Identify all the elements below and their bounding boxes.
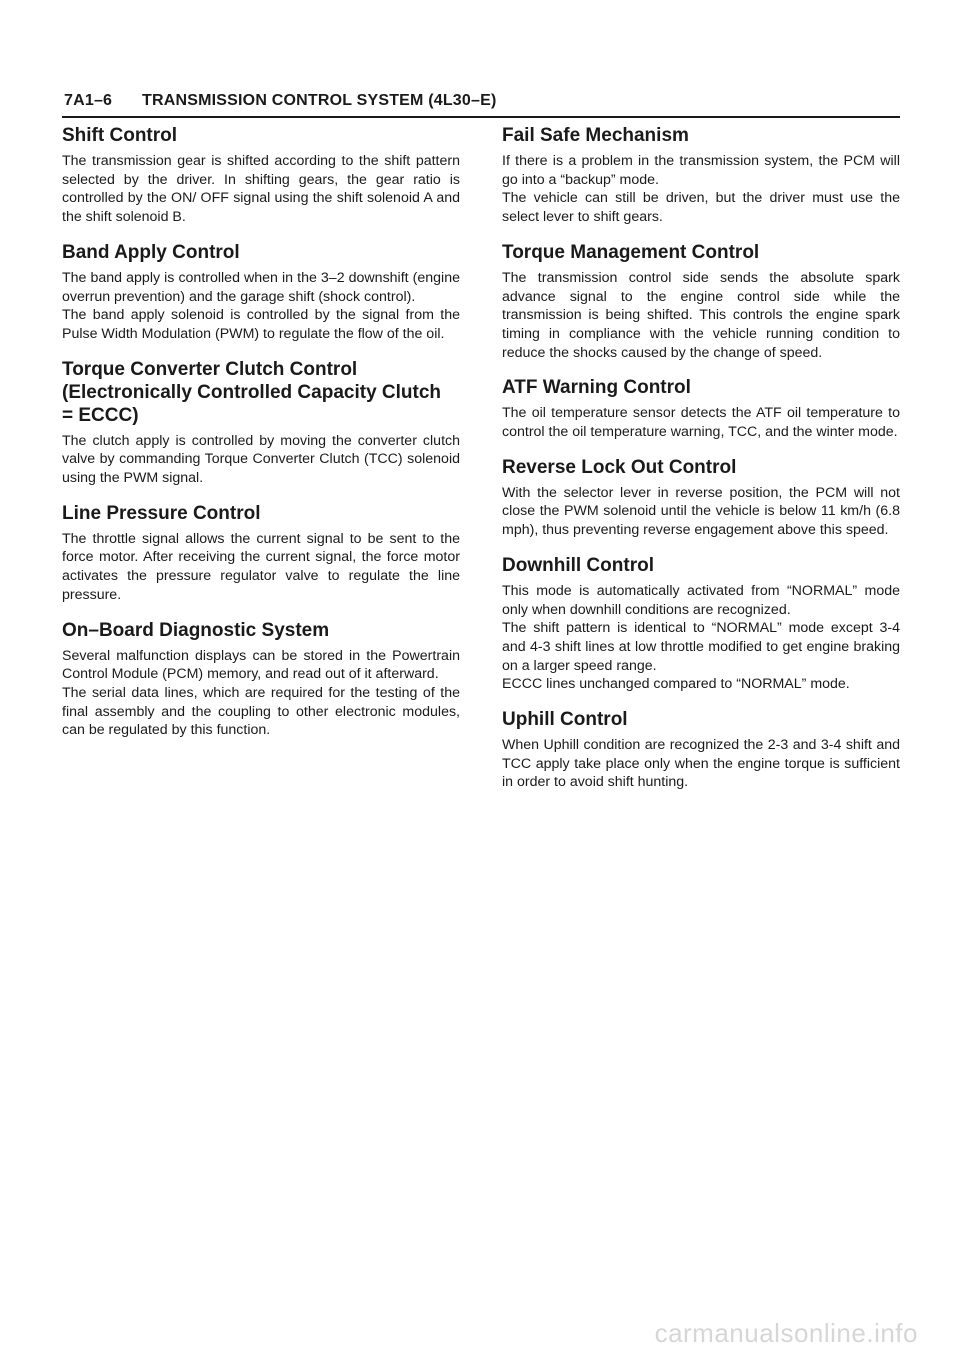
- section-paragraph: The band apply solenoid is controlled by the signal from the Pulse Width Modulation (PWM) to regulate the flow of the oil.: [62, 307, 460, 342]
- section-heading: Torque Management Control: [502, 241, 760, 263]
- section-paragraph: The throttle signal allows the current signal to be sent to the force motor. After receiving the current signal, the force motor activates the pressure regulator valve to regulate the line pressure.: [62, 530, 460, 603]
- section-shift-control: [62, 124, 460, 227]
- section-heading: Torque Converter Clutch Control (Electronically Controlled Capacity Clutch = ECCC): [62, 358, 442, 426]
- page-header: [62, 90, 900, 118]
- section-paragraph: This mode is automatically activated from “NORMAL” mode only when downhill conditions are recognized.: [502, 582, 900, 618]
- section-band-apply-control: [62, 241, 460, 344]
- section-line-pressure-control: [62, 502, 460, 605]
- section-heading: On–Board Diagnostic System: [62, 619, 330, 641]
- section-reverse-lock-out-control: [502, 456, 900, 540]
- page-number: 7A1–6: [64, 92, 113, 109]
- watermark-text: carmanualsonline.info: [654, 1318, 918, 1348]
- left-column: [62, 124, 460, 754]
- section-torque-management-control: [502, 241, 900, 363]
- section-uphill-control: [502, 708, 900, 792]
- section-paragraph: The vehicle can still be driven, but the driver must use the select lever to shift gears.: [502, 190, 900, 226]
- section-heading: ATF Warning Control: [502, 377, 691, 399]
- section-on-board-diagnostic-system: [62, 619, 460, 741]
- section-heading: Reverse Lock Out Control: [502, 456, 737, 478]
- section-heading: Downhill Control: [502, 554, 654, 576]
- section-torque-converter-clutch-control: [62, 358, 460, 488]
- right-column: [502, 124, 900, 806]
- section-paragraph: If there is a problem in the transmission system, the PCM will go into a “backup” mode.: [502, 153, 900, 188]
- section-heading: Uphill Control: [502, 709, 628, 731]
- section-title: TRANSMISSION CONTROL SYSTEM (4L30–E): [142, 92, 497, 109]
- section-paragraph: Several malfunction displays can be stored in the Powertrain Control Module (PCM) memory, and read out of it afterward.: [62, 647, 460, 683]
- section-heading: Line Pressure Control: [62, 502, 261, 524]
- section-atf-warning-control: [502, 376, 900, 441]
- section-heading: Shift Control: [62, 125, 178, 146]
- section-paragraph: The shift pattern is identical to “NORMAL” mode except 3-4 and 4-3 shift lines at low throttle modified to get engine braking on a larger speed range.: [502, 620, 900, 674]
- section-paragraph: The transmission control side sends the absolute spark advance signal to the engine control side while the transmission is being shifted. This controls the engine spark timing in compliance with the vehicle running condition to reduce the shocks caused by the change of speed.: [502, 269, 900, 361]
- section-paragraph: The oil temperature sensor detects the ATF oil temperature to control the oil temperature warning, TCC, and the winter mode.: [502, 405, 900, 441]
- section-downhill-control: [502, 554, 900, 694]
- section-heading: Fail Safe Mechanism: [502, 125, 689, 146]
- section-paragraph: The serial data lines, which are required for the testing of the final assembly and the coupling to other electronic modules, can be regulated by this function.: [62, 684, 460, 739]
- section-heading: Band Apply Control: [62, 241, 240, 263]
- section-paragraph: The transmission gear is shifted according to the shift pattern selected by the driver. In shifting gears, the gear ratio is controlled by the ON/ OFF signal using the shift solenoid A and the shift solenoid B.: [62, 153, 460, 226]
- section-paragraph: ECCC lines unchanged compared to “NORMAL” mode.: [502, 676, 850, 693]
- section-fail-safe-mechanism: [502, 124, 900, 227]
- section-paragraph: The band apply is controlled when in the 3–2 downshift (engine overrun prevention) and the garage shift (shock control).: [62, 269, 460, 305]
- section-paragraph: With the selector lever in reverse position, the PCM will not close the PWM solenoid until the vehicle is below 11 km/h (6.8 mph), thus preventing reverse engagement above this speed.: [502, 484, 900, 539]
- section-paragraph: The clutch apply is controlled by moving the converter clutch valve by commanding Torque Converter Clutch (TCC) solenoid using the PWM signal.: [62, 432, 460, 487]
- section-paragraph: When Uphill condition are recognized the 2-3 and 3-4 shift and TCC apply take place only when the engine torque is sufficient in order to avoid shift hunting.: [502, 737, 900, 791]
